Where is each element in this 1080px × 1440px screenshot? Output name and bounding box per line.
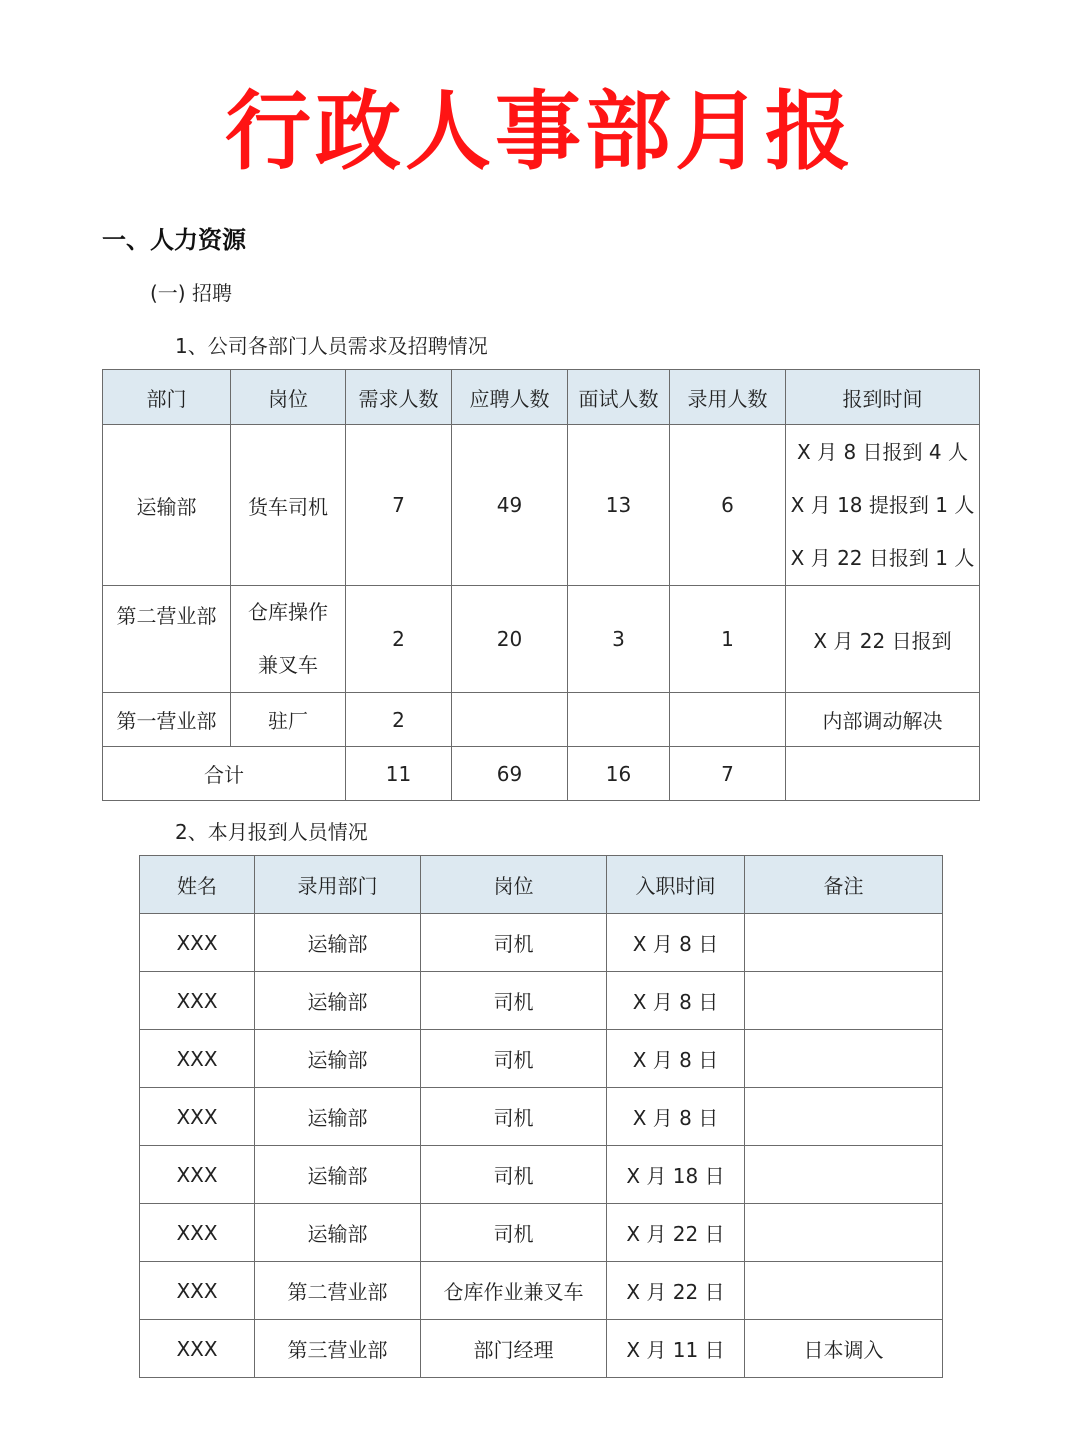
hired-cell: 6 (670, 425, 786, 586)
position-cell: 司机 (421, 972, 607, 1030)
table-row (140, 914, 943, 972)
table1-header-cell: 面试人数 (568, 370, 670, 425)
report-time-line: X 月 22 日报到 1 人 (790, 545, 975, 570)
interviewed-cell (568, 693, 670, 747)
table1-header-cell: 部门 (103, 370, 231, 425)
dept-cell: 第二营业部 (103, 586, 231, 693)
position-line: 仓库操作 (248, 600, 328, 624)
table1-header-cell: 录用人数 (670, 370, 786, 425)
dept-cell: 运输部 (255, 1146, 421, 1204)
table1-header-cell: 应聘人数 (452, 370, 568, 425)
table1-header-cell: 报到时间 (786, 370, 980, 425)
name-cell: XXX (140, 1088, 255, 1146)
start-date-cell: X 月 18 日 (607, 1146, 745, 1204)
table-row (140, 972, 943, 1030)
table-row (140, 1088, 943, 1146)
total-interviewed-cell: 16 (568, 747, 670, 801)
applicants-cell: 49 (452, 425, 568, 586)
start-date-cell: X 月 11 日 (607, 1320, 745, 1378)
report-time-line: X 月 18 提报到 1 人 (790, 492, 975, 517)
note-cell (745, 1146, 943, 1204)
note-cell (745, 972, 943, 1030)
table2-header-cell: 入职时间 (607, 856, 745, 914)
report-title: 行政人事部月报 (225, 82, 855, 182)
table2-header-cell: 姓名 (140, 856, 255, 914)
table2-heading: 2、本月报到人员情况 (175, 820, 368, 844)
table2-header-cell: 录用部门 (255, 856, 421, 914)
table2-header-cell: 岗位 (421, 856, 607, 914)
table-row (140, 1030, 943, 1088)
recruitment-table (102, 369, 980, 801)
position-cell: 仓库作业兼叉车 (421, 1262, 607, 1320)
note-cell (745, 1030, 943, 1088)
report-time-line: X 月 8 日报到 4 人 (797, 439, 968, 464)
start-date-cell: X 月 8 日 (607, 914, 745, 972)
table-row (103, 693, 980, 747)
report-time-cell: X 月 22 日报到 (786, 586, 980, 693)
applicants-cell (452, 693, 568, 747)
hired-cell (670, 693, 786, 747)
table2-header-cell: 备注 (745, 856, 943, 914)
position-cell: 司机 (421, 1088, 607, 1146)
dept-cell: 运输部 (255, 914, 421, 972)
position-cell: 司机 (421, 1204, 607, 1262)
start-date-cell: X 月 22 日 (607, 1262, 745, 1320)
total-demand-cell: 11 (346, 747, 452, 801)
dept-cell: 运输部 (255, 1204, 421, 1262)
position-cell: 司机 (421, 1030, 607, 1088)
table1-header-cell: 需求人数 (346, 370, 452, 425)
table1-total-row (103, 747, 980, 801)
name-cell: XXX (140, 1320, 255, 1378)
table-row (140, 1204, 943, 1262)
interviewed-cell: 3 (568, 586, 670, 693)
table1-heading: 1、公司各部门人员需求及招聘情况 (175, 334, 488, 358)
onboarding-table (139, 855, 943, 1378)
start-date-cell: X 月 8 日 (607, 1088, 745, 1146)
start-date-cell: X 月 8 日 (607, 972, 745, 1030)
dept-cell: 运输部 (255, 972, 421, 1030)
section-heading-hr: 一、人力资源 (102, 226, 246, 254)
total-label-cell: 合计 (103, 747, 346, 801)
note-cell: 日本调入 (745, 1320, 943, 1378)
subsection-heading-recruitment: (一) 招聘 (150, 281, 232, 305)
total-hired-cell: 7 (670, 747, 786, 801)
table1-header-cell: 岗位 (231, 370, 346, 425)
position-cell: 驻厂 (231, 693, 346, 747)
total-applicants-cell: 69 (452, 747, 568, 801)
name-cell: XXX (140, 1262, 255, 1320)
position-cell: 司机 (421, 1146, 607, 1204)
table-row (140, 1146, 943, 1204)
dept-cell: 运输部 (255, 1088, 421, 1146)
hired-cell: 1 (670, 586, 786, 693)
demand-cell: 2 (346, 693, 452, 747)
report-time-cell: 内部调动解决 (786, 693, 980, 747)
position-cell: 部门经理 (421, 1320, 607, 1378)
table-row (140, 1320, 943, 1378)
demand-cell: 2 (346, 586, 452, 693)
note-cell (745, 1088, 943, 1146)
name-cell: XXX (140, 1146, 255, 1204)
position-cell (231, 586, 346, 693)
dept-cell: 第三营业部 (255, 1320, 421, 1378)
position-line: 兼叉车 (258, 653, 318, 677)
demand-cell: 7 (346, 425, 452, 586)
dept-cell: 运输部 (103, 425, 231, 586)
note-cell (745, 914, 943, 972)
name-cell: XXX (140, 914, 255, 972)
dept-cell: 第一营业部 (103, 693, 231, 747)
start-date-cell: X 月 22 日 (607, 1204, 745, 1262)
position-cell: 货车司机 (231, 425, 346, 586)
table2-header-row (140, 856, 943, 914)
table-row (140, 1262, 943, 1320)
interviewed-cell: 13 (568, 425, 670, 586)
name-cell: XXX (140, 1030, 255, 1088)
total-report-cell (786, 747, 980, 801)
note-cell (745, 1204, 943, 1262)
report-time-cell (786, 425, 980, 586)
note-cell (745, 1262, 943, 1320)
dept-cell: 第二营业部 (255, 1262, 421, 1320)
table1-header-row (103, 370, 980, 425)
name-cell: XXX (140, 972, 255, 1030)
applicants-cell: 20 (452, 586, 568, 693)
start-date-cell: X 月 8 日 (607, 1030, 745, 1088)
table-row (103, 425, 980, 586)
table-row (103, 586, 980, 693)
name-cell: XXX (140, 1204, 255, 1262)
dept-cell: 运输部 (255, 1030, 421, 1088)
position-cell: 司机 (421, 914, 607, 972)
